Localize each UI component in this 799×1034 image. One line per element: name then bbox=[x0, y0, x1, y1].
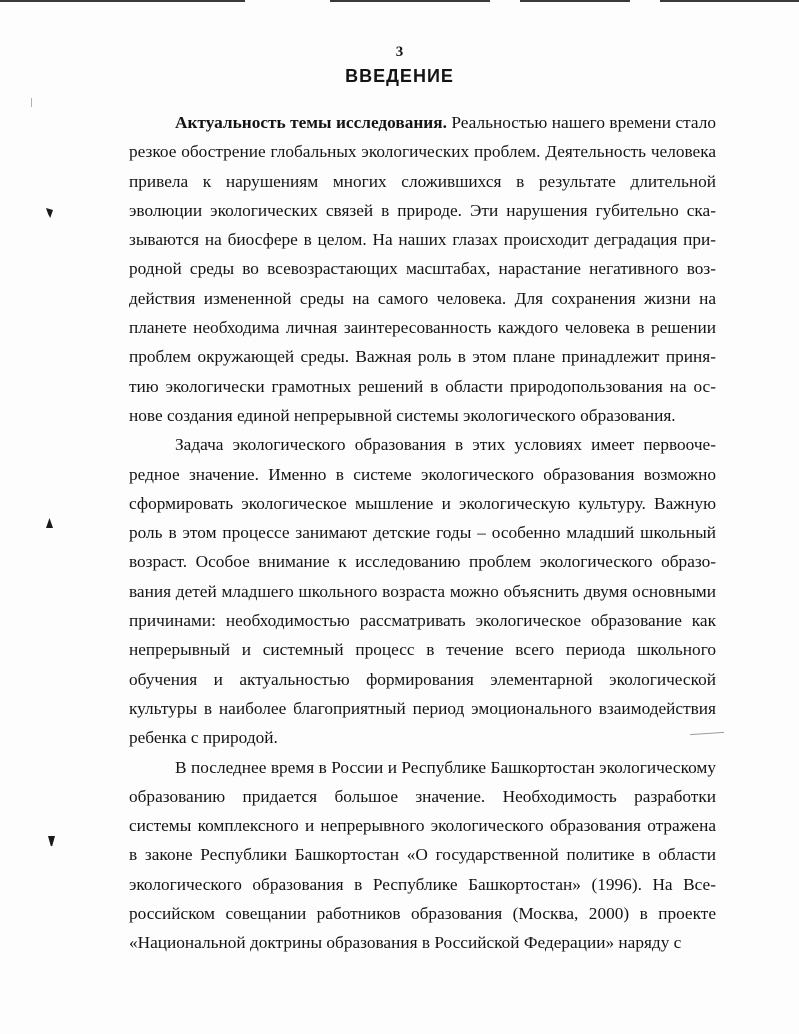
binder-hole-mark bbox=[48, 836, 55, 846]
binder-hole-mark bbox=[46, 518, 53, 528]
scan-border-top-left bbox=[0, 0, 245, 2]
scan-border-top-right bbox=[660, 0, 799, 2]
scan-border-top-mid bbox=[330, 0, 490, 2]
scan-border-top-mid2 bbox=[520, 0, 630, 2]
paragraph-lead: Актуальность темы исследования. bbox=[175, 113, 447, 132]
paragraph-text: В последнее время в России и Республике Башкортостан экологическому образованию придается большое значение. Необходимость разработки системы комплексного и непрерывного экологического образования отражена в законе Республики Башкортостан «О государственной политике в области экологического образования в Республике Башкортостан» (1996). На Всероссийском совещании работников образования (Москва, 2000) в проекте «Национальной доктрины образования в Российской Федерации» наряду с bbox=[129, 757, 716, 953]
paragraph-text: Задача экологического образования в этих условиях имеет первоочередное значение. Именно в системе экологического образования возможно сформировать экологическое мышление и экологическую культуру. Важную роль в этом процессе занимают детские годы – особенно младший школьный возраст. Особое внимание к исследованию проблем экологического образования детей младшего школьного возраста можно объяснить двумя основными причинами: необходимостью рассматривать экологическое образование как непрерывный и системный процесс в течение всего периода школьного обучения и актуальностью формирования элементарной экологической культуры в наиболее благоприятный период эмоционального взаимодействия ребенка с природой. bbox=[129, 435, 716, 748]
page-title: ВВЕДЕНИЕ bbox=[345, 66, 454, 86]
document-body bbox=[129, 108, 716, 958]
paragraph-text: Реальностью нашего времени стало резкое обострение глобальных экологических проблем. Деятельность человека привела к нарушениям многих сложившихся в результате длительной эволюции экологических связей в природе. Эти нарушения губительно сказываются на биосфере в целом. На наших глазах происходит деградация природной среды во всевозрастающих масштабах, нарастание негативного воздействия измененной среды на самого человека. Для сохранения жизни на планете необходима личная заинтересованность каждого человека в решении проблем окружающей среды. Важная роль в этом плане принадлежит принятию экологически грамотных решений в области природопользования на основе создания единой непрерывной системы экологического образования. bbox=[129, 113, 716, 425]
paragraph-recent-developments bbox=[129, 753, 716, 958]
paragraph-relevance bbox=[129, 108, 716, 430]
page-number: 3 bbox=[395, 44, 404, 60]
binder-hole-mark bbox=[46, 208, 53, 218]
scan-artifact bbox=[31, 98, 32, 107]
paragraph-education-task bbox=[129, 430, 716, 752]
